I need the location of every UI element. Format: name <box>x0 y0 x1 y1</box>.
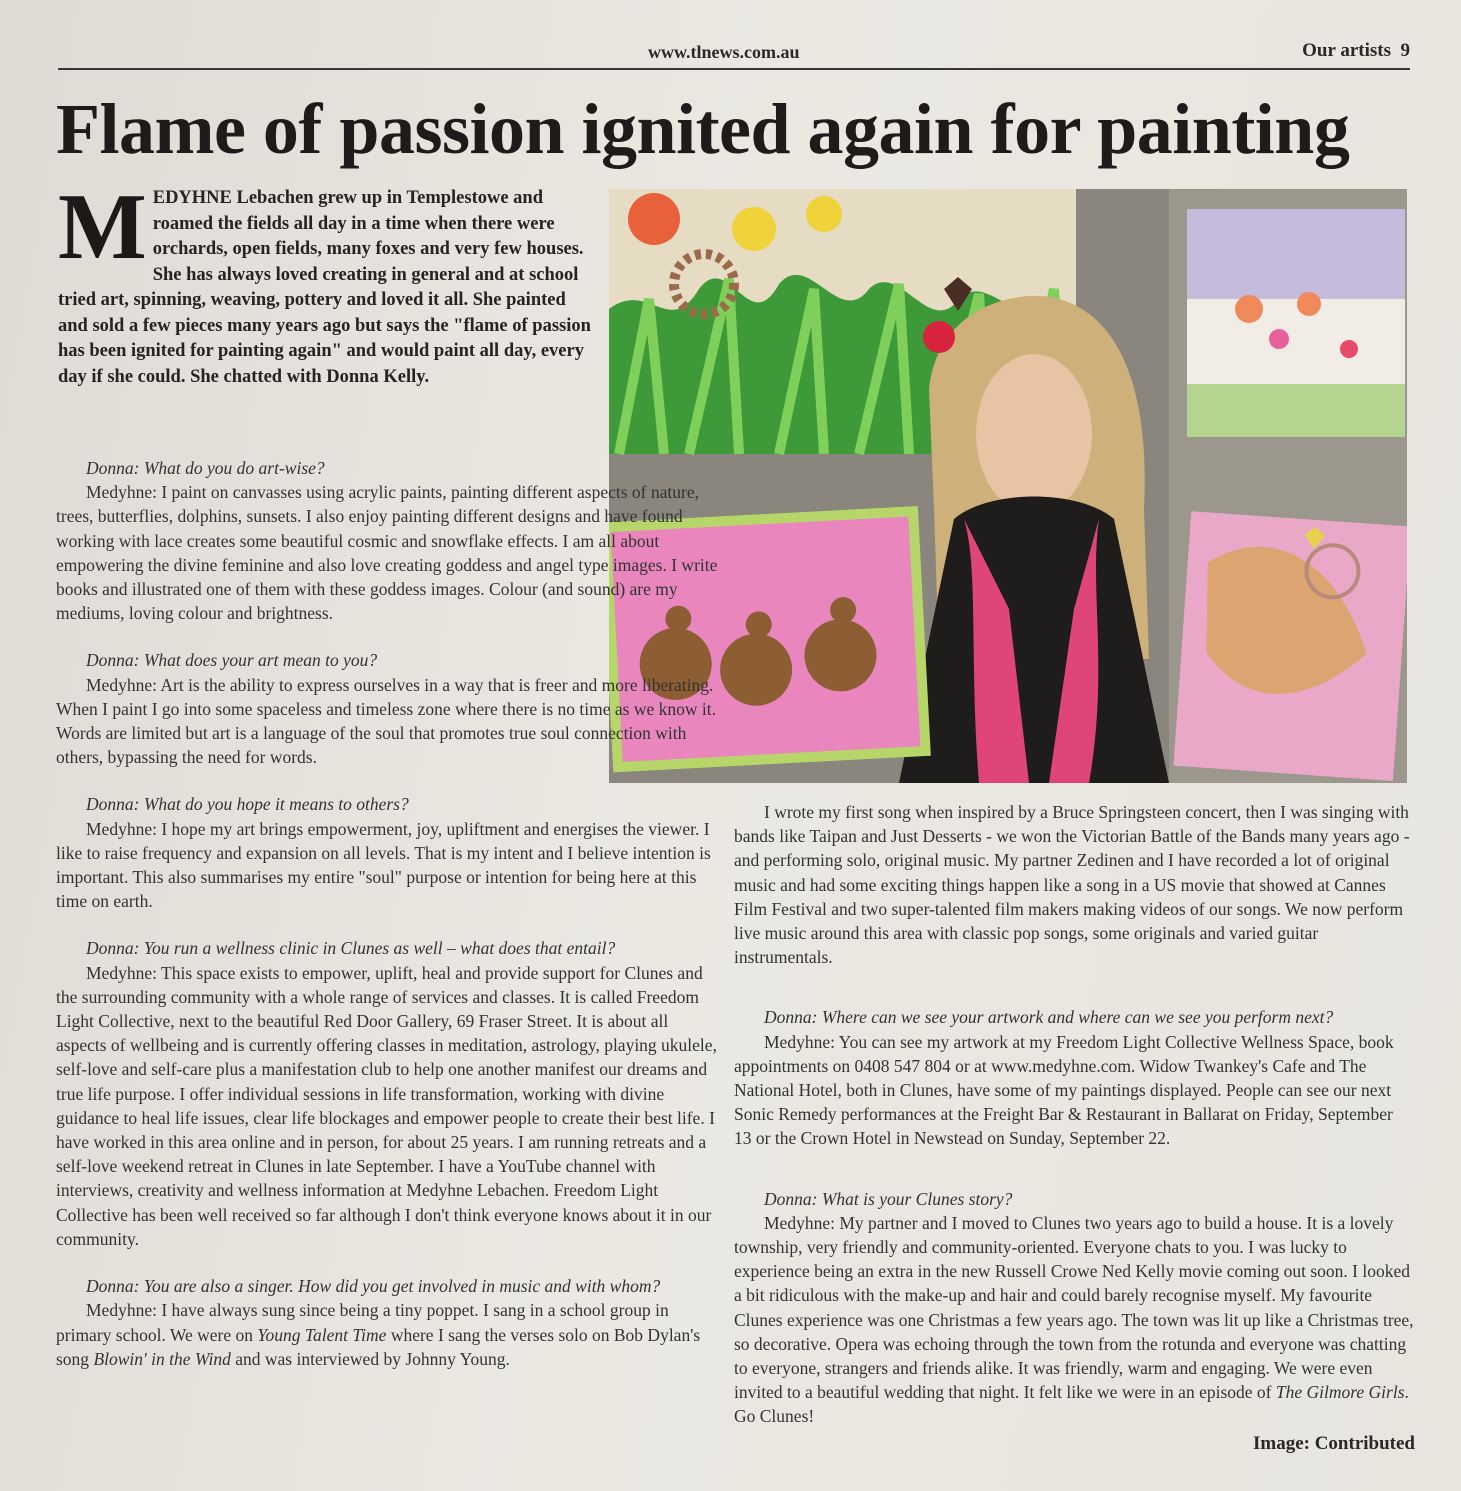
answer-4: Medyhne: This space exists to empower, uplift, heal and provide support for Clunes and the surrounding community with a whole range of services and classes. It is called Freedom Light Collective, next to the beautiful Red Door Gallery, 69 Fraser Street. It is about all aspects of wellbeing and is currently offering classes in meditation, astrology, playing ukulele, self-love and self-care plus a manifestation club to help one another manifest our dreams and true life purpose. I offer individual sessions in life transformation, working with divine guidance to heal life issues, clear life blockages and empower people to create their best life. I have worked in this area online and in person, for about 25 years. I am running retreats and a self-love weekend retreat in Clunes in late September. I have a YouTube channel with interviews, creativity and wellness information at Medyhne Lebachen. Freedom Light Collective has been well received so far although I don't think everyone knows about it in our community. <box>56 962 717 1249</box>
answer-5-part3: and was interviewed by Johnny Young. <box>230 1348 510 1369</box>
lede-paragraph <box>58 175 598 390</box>
answer-1: Medyhne: I paint on canvasses using acrylic paints, painting different aspects of nature, trees, butterflies, dolphins, sunsets. I also enjoy painting different designs and have found working with lace creates some beautiful cosmic and snowflake effects. I am all about empowering the divine feminine and also love creating goddess and angel type images. I write books and illustrated one of them with these goddess images. Colour (and sound) are my mediums, loving colour and brightness. <box>56 482 718 624</box>
answer-7-part2: . Go Clunes! <box>734 1382 1409 1427</box>
butterfly-painting <box>1173 511 1407 781</box>
image-credit: Image: Contributed <box>1252 1433 1415 1454</box>
answer-7-part1: Medyhne: My partner and I moved to Clunes two years ago to build a house. It is a lovely township, very friendly and community-oriented. Everyone chats to you. I was lucky to experience being an extra in the new Russell Crowe Ned Kelly movie coming out soon. I looked a bit ridiculous with the make-up and hair and could barely recognise myself. My favourite Clunes experience was one Christmas a few years ago. The town was lit up like a Christmas tree, so decorative. Opera was echoing through the town from the rotunda and everyone was chatting to everyone, strangers and friends alike. It was friendly, warm and engaging. We were even invited to a beautiful wedding that night. It felt like we were in an episode of <box>734 1212 1414 1403</box>
question-3: Donna: What do you hope it means to others? <box>86 794 409 815</box>
headline: Flame of passion ignited again for painting <box>56 89 1350 169</box>
page-number: 9 <box>1400 40 1410 61</box>
section-name: Our artists <box>1302 40 1391 61</box>
right-column <box>734 800 1414 1429</box>
question-4: Donna: You run a wellness clinic in Clunes as well – what does that entail? <box>86 938 616 959</box>
answer-5 <box>56 1298 722 1371</box>
answer-6: Medyhne: You can see my artwork at my Freedom Light Collective Wellness Space, book appointments on 0408 547 804 or at www.medyhne.com. Widow Twankey's Cafe and The National Hotel, both in Clunes, have some of my paintings displayed. People can see our next Sonic Remedy performances at the Freight Bar & Restaurant in Ballarat on Friday, September 13 or the Crown Hotel in Newstead on Sunday, September 22. <box>734 1031 1394 1149</box>
question-2: Donna: What does your art mean to you? <box>86 650 378 671</box>
show-title: Young Talent Time <box>257 1324 387 1345</box>
site-url: www.tlnews.com.au <box>648 42 800 62</box>
answer-7 <box>734 1211 1414 1429</box>
question-1: Donna: What do you do art-wise? <box>86 458 325 478</box>
lede-text: EDYHNE Lebachen grew up in Templestowe and roamed the fields all day in a time when there were orchards, open fields, many foxes and very few houses. She has always loved creating in general and at school tried art, spinning, weaving, pottery and loved it all. She painted and sold a few pieces many years ago but says the "flame of passion has been ignited for painting again" and would paint all day, every day if she could. She chatted with Donna Kelly. <box>58 188 591 387</box>
continuation-paragraph: I wrote my first song when inspired by a Bruce Springsteen concert, then I was singing with bands like Taipan and Just Desserts - we won the Victorian Battle of the Bands many years ago - and performing solo, original music. My partner Zedinen and I have recorded a lot of original music and had some exciting things happen like a song in a US movie that showed at Cannes Film Festival and two super-talented film makers making videos of our songs. We now perform live music around this area with classic pop songs, some originals and varied guitar instrumentals. <box>734 802 1410 968</box>
answer-5-part2: where I sang the verses solo on Bob Dylan's song <box>56 1324 701 1369</box>
page-header <box>58 38 1410 70</box>
song-title: Blowin' in the Wind <box>93 1348 231 1369</box>
photo-illustration <box>609 189 1407 783</box>
left-column <box>56 433 722 1371</box>
question-7: Donna: What is your Clunes story? <box>764 1188 1013 1209</box>
article-photo <box>609 189 1407 783</box>
answer-5-part1: Medyhne: I have always sung since being a tiny poppet. I sang in a school group in primary school. We were on <box>56 1300 669 1345</box>
answer-3: Medyhne: I hope my art brings empowerment, joy, upliftment and energises the viewer. I like to raise frequency and expansion on all levels. That is my intent and I believe intention is important. This also summarises my entire "soul" purpose or intention for being here at this time on earth. <box>56 818 711 912</box>
answer-2: Medyhne: Art is the ability to express ourselves in a way that is freer and more liberating. When I paint I go into some spaceless and timeless zone where there is no time as we know it. Words are limited but art is a language of the soul that promotes true soul connection with others, bypassing the need for words. <box>56 674 716 768</box>
tv-show-title: The Gilmore Girls <box>1275 1382 1405 1403</box>
drop-cap: M <box>58 175 147 279</box>
section-label <box>1302 40 1410 62</box>
question-6: Donna: Where can we see your artwork and where can we see you perform next? <box>764 1007 1334 1028</box>
question-5: Donna: You are also a singer. How did you get involved in music and with whom? <box>86 1276 661 1297</box>
